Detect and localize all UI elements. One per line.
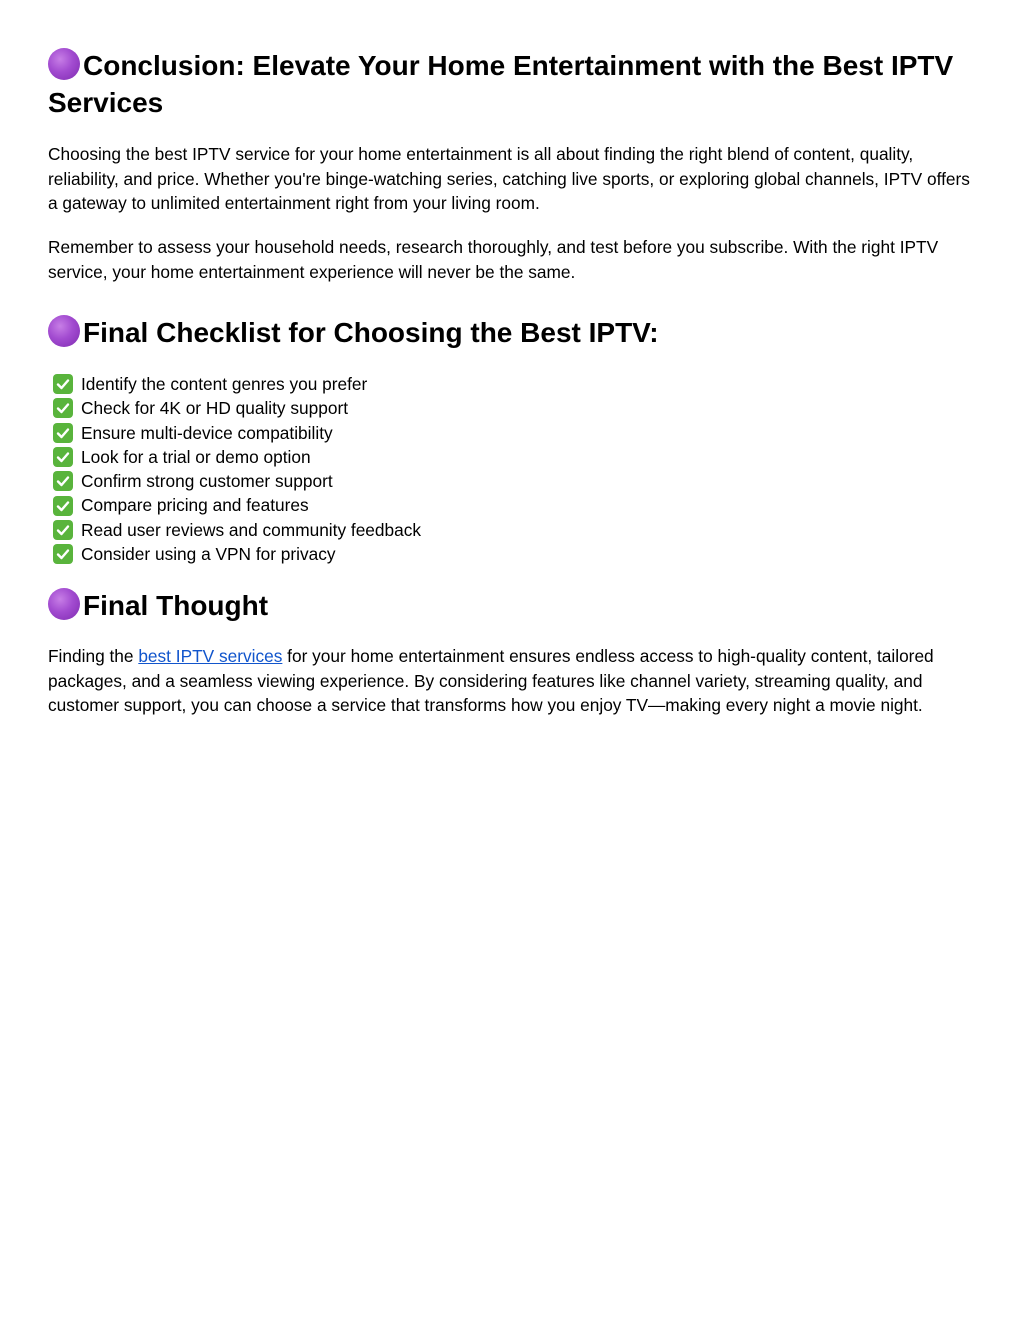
check-mark-button-icon (53, 423, 73, 443)
conclusion-heading-text: Conclusion: Elevate Your Home Entertainment with the Best IPTV Services (48, 50, 954, 118)
checklist-item-label: Look for a trial or demo option (81, 446, 311, 467)
checklist (48, 372, 983, 566)
check-mark-button-icon (53, 471, 73, 491)
checklist-heading (48, 314, 978, 351)
checklist-item-label: Ensure multi-device compatibility (81, 422, 333, 443)
checklist-item-label: Confirm strong customer support (81, 471, 333, 492)
checklist-item-label: Compare pricing and features (81, 495, 309, 516)
checklist-item (53, 542, 983, 566)
checklist-item (53, 372, 983, 396)
checklist-item (53, 469, 983, 493)
checklist-item (53, 493, 983, 517)
checklist-item-label: Check for 4K or HD quality support (81, 398, 349, 419)
checklist-item-label: Read user reviews and community feedback (81, 519, 422, 540)
purple-circle-icon (48, 48, 80, 80)
conclusion-paragraph-1: Choosing the best IPTV service for your home entertainment is all about finding the right blend of content, quality, reliability, and price. Whether you're binge-watching series, catching live sports, or exploring global channels, IPTV offers a gateway to unlimited entertainment right from your living room. (48, 144, 970, 213)
checklist-item (53, 445, 983, 469)
checklist-heading-text: Final Checklist for Choosing the Best IPTV: (83, 317, 659, 348)
checklist-item-label: Identify the content genres you prefer (81, 374, 368, 394)
final-thought-text-before-link: Finding the (48, 646, 139, 666)
final-thought-heading (48, 587, 978, 624)
checklist-item (53, 421, 983, 445)
checklist-item (53, 518, 983, 542)
check-mark-button-icon (53, 374, 73, 394)
conclusion-paragraph-2: Remember to assess your household needs, research thoroughly, and test before you subscribe. With the right IPTV service, your home entertainment experience will never be the same. (48, 237, 939, 282)
check-mark-button-icon (53, 496, 73, 516)
check-mark-button-icon (53, 520, 73, 540)
checklist-item-label: Consider using a VPN for privacy (81, 544, 336, 565)
purple-circle-icon (48, 315, 80, 347)
checklist-item (53, 396, 983, 420)
check-mark-button-icon (53, 544, 73, 564)
purple-circle-icon (48, 588, 80, 620)
check-mark-button-icon (53, 447, 73, 467)
check-mark-button-icon (53, 398, 73, 418)
final-thought-paragraph (48, 644, 978, 718)
conclusion-heading (48, 47, 978, 121)
final-thought-heading-text: Final Thought (83, 590, 269, 621)
final-thought-text-after-link: for your home entertainment ensures endless access to high-quality content, tailored packages, and a seamless viewing experience. By considering features like channel variety, streaming quality, and customer support, you can choose a service that transforms how you enjoy TV—making every night a movie night. (48, 646, 934, 715)
best-iptv-services-link[interactable]: best IPTV services (138, 646, 283, 666)
